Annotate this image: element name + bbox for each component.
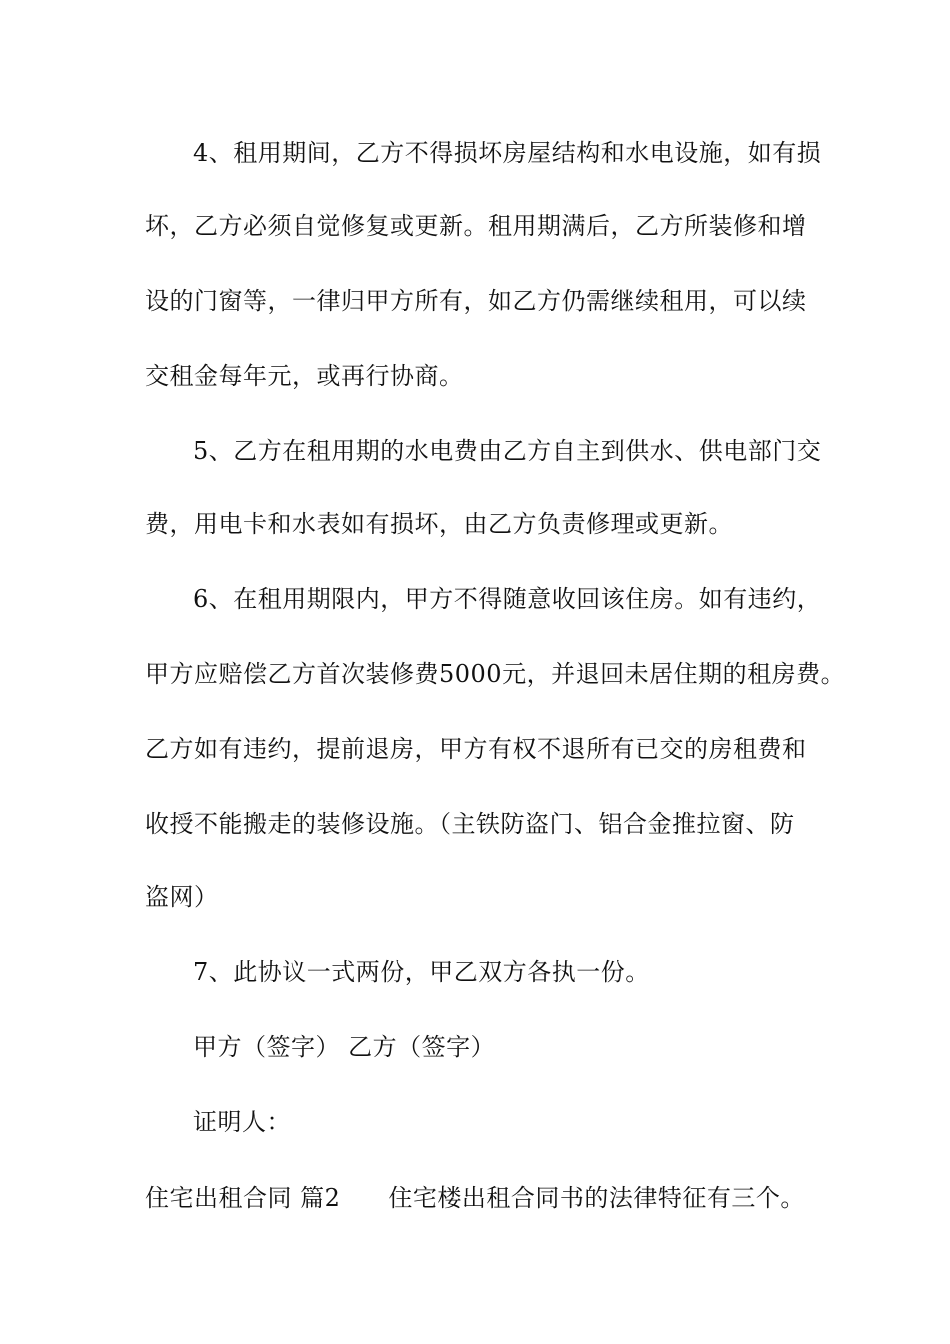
clause-7-line: 7、此协议一式两份，甲乙双方各执一份。	[193, 958, 650, 986]
clause-4-line-2: 坏，乙方必须自觉修复或更新。租用期满后，乙方所装修和增	[145, 212, 807, 240]
signature-line: 甲方（签字） 乙方（签字）	[193, 1033, 496, 1061]
clause-5-line-1: 5、乙方在租用期的水电费由乙方自主到供水、供电部门交	[193, 437, 822, 465]
witness-line: 证明人：	[193, 1108, 291, 1136]
clause-4-line-3: 设的门窗等，一律归甲方所有，如乙方仍需继续租用，可以续	[145, 287, 807, 315]
clause-6-line-1: 6、在租用期限内，甲方不得随意收回该住房。如有违约，	[193, 585, 822, 613]
clause-4-line-1: 4、租用期间，乙方不得损坏房屋结构和水电设施，如有损	[193, 139, 822, 167]
clause-6-line-3: 乙方如有违约，提前退房，甲方有权不退所有已交的房租费和	[145, 735, 807, 763]
clause-6-line-5: 盗网）	[145, 883, 219, 911]
clause-6-line-2: 甲方应赔偿乙方首次装修费5000元，并退回未居住期的租房费。	[145, 660, 846, 688]
clause-4-line-4: 交租金每年元，或再行协商。	[145, 362, 464, 390]
footer-text: 住宅楼出租合同书的法律特征有三个。	[388, 1184, 805, 1212]
clause-5-line-2: 费，用电卡和水表如有损坏，由乙方负责修理或更新。	[145, 510, 733, 538]
footer-line	[145, 1183, 845, 1213]
footer-heading: 住宅出租合同 篇2	[145, 1184, 341, 1212]
clause-6-line-4: 收授不能搬走的装修设施。（主铁防盗门、铝合金推拉窗、防	[145, 810, 795, 838]
